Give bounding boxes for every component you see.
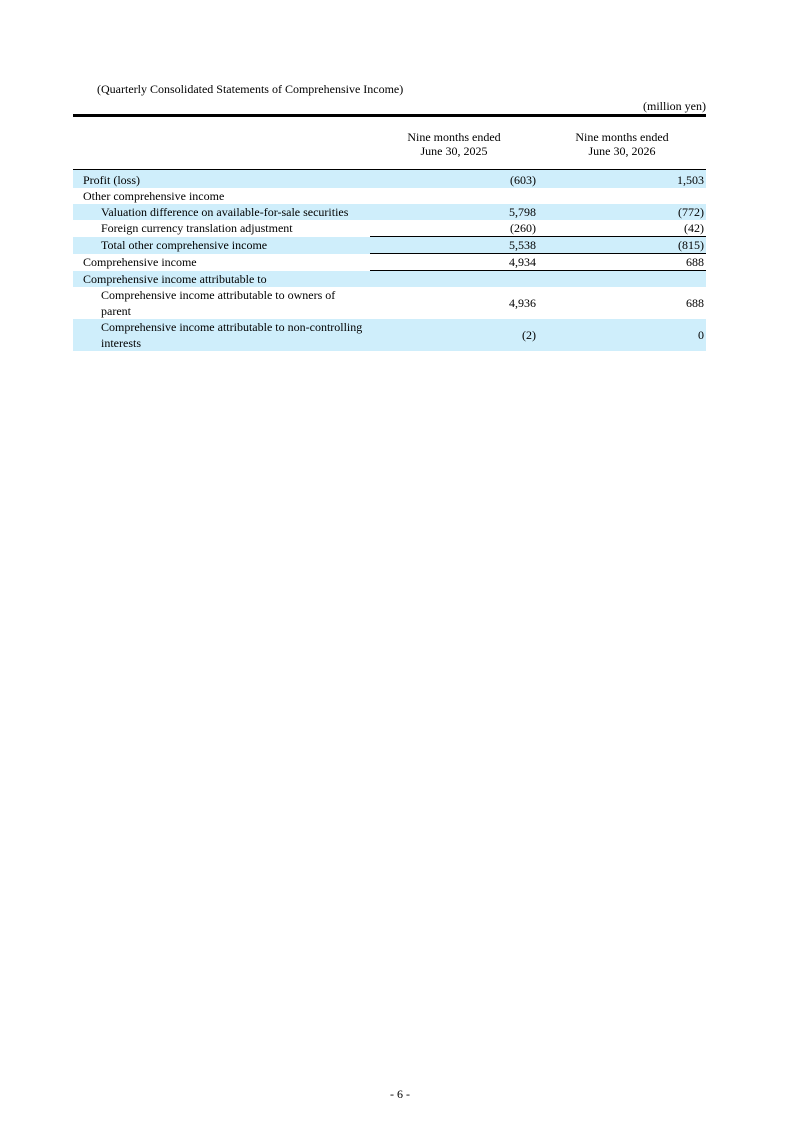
row-value-period-2: 688 xyxy=(538,254,706,271)
row-value-period-2: (772) xyxy=(538,204,706,220)
column-header-period-1 xyxy=(370,117,538,170)
page-number: - 6 - xyxy=(390,1087,410,1101)
row-label: Total other comprehensive income xyxy=(73,237,370,254)
column-header-period-2 xyxy=(538,117,706,170)
row-value-period-2: (815) xyxy=(538,237,706,254)
unit-label: (million yen) xyxy=(643,99,706,113)
row-value-period-2 xyxy=(538,271,706,288)
row-value-period-2: 1,503 xyxy=(538,170,706,189)
table-row xyxy=(73,254,706,271)
row-value-period-1: (260) xyxy=(510,221,536,235)
row-value-period-1 xyxy=(370,188,538,204)
column-header-row xyxy=(73,117,706,170)
row-value-period-2: 0 xyxy=(538,319,706,351)
table-row xyxy=(73,287,706,319)
column-header-line2: June 30, 2026 xyxy=(588,144,656,158)
table-row xyxy=(73,204,706,220)
row-value-period-1: 5,798 xyxy=(370,204,538,220)
row-value-period-1: (603) xyxy=(370,170,538,189)
row-label: Valuation difference on available-for-sale securities xyxy=(73,204,370,220)
row-label: Comprehensive income attributable to xyxy=(73,271,370,288)
row-label: Foreign currency translation adjustment xyxy=(101,221,293,236)
column-header-line1: Nine months ended xyxy=(407,130,501,144)
column-header-line2: June 30, 2025 xyxy=(420,144,488,158)
row-value-period-1: 5,538 xyxy=(370,237,538,254)
table-row xyxy=(73,220,706,237)
table-row xyxy=(73,237,706,254)
table-row xyxy=(73,271,706,288)
row-label: Comprehensive income attributable to owners of parent xyxy=(101,288,336,318)
row-label: Comprehensive income attributable to non-controlling interests xyxy=(73,319,370,351)
row-value-period-1: 4,936 xyxy=(509,296,536,310)
row-value-period-2: (42) xyxy=(684,221,704,235)
table-row xyxy=(73,319,706,351)
table-row xyxy=(73,170,706,189)
row-value-period-1 xyxy=(370,271,538,288)
row-value-period-2: 688 xyxy=(686,296,704,310)
column-header-line1: Nine months ended xyxy=(575,130,669,144)
table-row xyxy=(73,188,706,204)
row-value-period-2 xyxy=(538,188,706,204)
row-value-period-1: 4,934 xyxy=(370,254,538,271)
comprehensive-income-table xyxy=(73,114,706,351)
row-label: Comprehensive income xyxy=(83,255,197,269)
row-label: Other comprehensive income xyxy=(83,189,225,203)
row-label: Profit (loss) xyxy=(73,170,370,189)
column-header-label xyxy=(73,117,370,170)
row-value-period-1: (2) xyxy=(370,319,538,351)
statement-title: (Quarterly Consolidated Statements of Comprehensive Income) xyxy=(97,82,404,96)
